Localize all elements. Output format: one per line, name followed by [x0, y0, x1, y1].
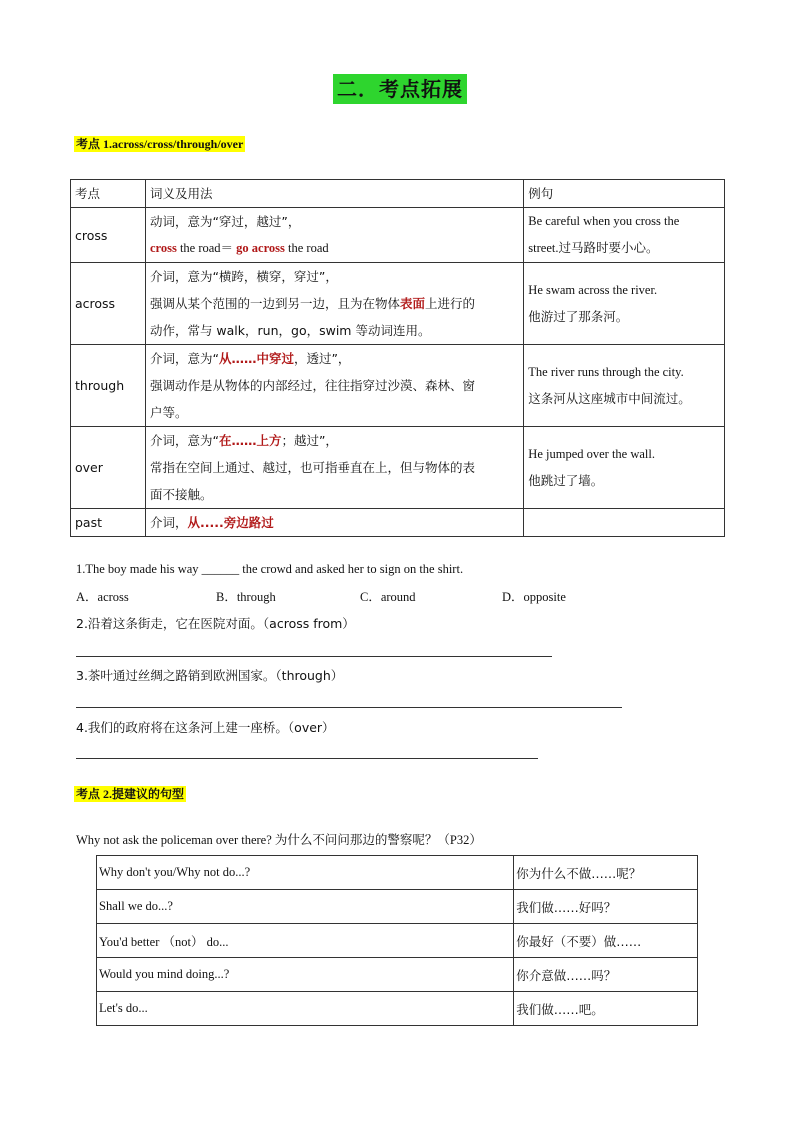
term-across: across — [71, 263, 146, 345]
usage-line: 面不接触。 — [149, 487, 213, 502]
example-over — [524, 427, 725, 509]
option-d: D．opposite — [502, 590, 566, 604]
table-row — [97, 890, 698, 924]
table-header-row — [71, 180, 725, 208]
phrase-zh: 我们做……好吗？ — [514, 890, 698, 924]
usage-through — [145, 345, 523, 427]
usage-line: 户等。 — [149, 405, 188, 420]
highlight-word: 在……上方 — [218, 433, 282, 448]
usage-line: 强调动作是从物体的内部经过，往往指穿过沙漠、森林、窗 — [149, 378, 475, 393]
option-b: B．through — [216, 590, 276, 604]
answer-line — [76, 707, 622, 708]
highlight-word: cross — [149, 241, 177, 255]
point2-heading: 考点 2.提建议的句型 — [76, 787, 185, 801]
header-example: 例句 — [524, 180, 725, 208]
usage-line — [150, 235, 519, 262]
example-cross — [524, 208, 725, 263]
phrase-en: Let's do... — [97, 992, 514, 1026]
highlight-word: 表面 — [399, 296, 425, 311]
usage-text: 上进行的 — [424, 296, 475, 311]
usage-text: ，透过”， — [293, 351, 351, 366]
usage-text: 介词，意为“ — [149, 433, 219, 448]
usage-line: 常指在空间上通过、越过，也可指垂直在上，但与物体的表 — [149, 460, 475, 475]
usage-text: the road — [284, 241, 329, 255]
term-through: through — [71, 345, 146, 427]
term-cross: cross — [71, 208, 146, 263]
table-row — [97, 856, 698, 890]
usage-line — [150, 427, 519, 454]
example-line: 这条河从这座城市中间流过。 — [528, 391, 691, 406]
usage-text: the road＝ — [176, 241, 237, 255]
exercise-q3: 3.茶叶通过丝绸之路销到欧洲国家。（through） — [76, 668, 344, 683]
phrase-en: Would you mind doing...? — [97, 958, 514, 992]
usage-text: ；越过”， — [281, 433, 338, 448]
usage-line: 介词，意为“横跨，横穿，穿过”， — [149, 269, 338, 284]
answer-line — [76, 656, 552, 657]
example-line: 他游过了那条河。 — [528, 309, 629, 324]
table-row — [97, 958, 698, 992]
table-row — [71, 208, 725, 263]
usage-across — [145, 263, 523, 345]
table-row — [71, 345, 725, 427]
header-usage: 词义及用法 — [145, 180, 523, 208]
phrase-en: You'd better （not） do... — [97, 924, 514, 958]
point2-intro: Why not ask the policeman over there? 为什么不问问那边的警察呢？（P32） — [76, 833, 482, 847]
usage-text: 介词，意为“ — [149, 351, 219, 366]
example-line: He jumped over the wall. — [528, 446, 655, 461]
usage-text: 强调从某个范围的一边到另一边，且为在物体 — [149, 296, 400, 311]
term-past: past — [71, 509, 146, 537]
example-line: street.过马路时要小心。 — [528, 241, 659, 255]
point1-heading: 考点 1.across/cross/through/over — [76, 137, 244, 151]
usage-text: 介词， — [149, 515, 188, 530]
example-past — [524, 509, 725, 537]
exercise-q1: 1.The boy made his way ______ the crowd and asked her to sign on the shirt. — [76, 562, 464, 576]
exercise-q2: 2.沿着这条街走，它在医院对面。（across from） — [76, 616, 355, 631]
example-across — [524, 263, 725, 345]
highlight-word: 从……中穿过 — [218, 351, 294, 366]
example-line: Be careful when you cross the — [528, 214, 680, 228]
table-row — [97, 924, 698, 958]
highlight-word: 从.....旁边路过 — [187, 515, 274, 530]
phrase-zh: 我们做……吧。 — [514, 992, 698, 1026]
option-c: C．around — [360, 590, 416, 604]
section-title: 二．考点拓展 — [333, 74, 467, 104]
usage-line — [150, 345, 519, 372]
usage-past — [145, 509, 523, 537]
option-a: A．across — [76, 590, 129, 604]
point2-table — [96, 855, 698, 1026]
phrase-zh: 你介意做……吗？ — [514, 958, 698, 992]
usage-cross — [145, 208, 523, 263]
usage-line: 动作，常与 walk，run，go，swim 等动词连用。 — [149, 323, 431, 338]
example-line: The river runs through the city. — [528, 364, 684, 379]
phrase-zh: 你最好（不要）做…… — [514, 924, 698, 958]
highlight-word: go across — [236, 241, 285, 255]
usage-line: 动词，意为“穿过，越过”， — [149, 214, 301, 229]
term-over: over — [71, 427, 146, 509]
usage-line — [150, 290, 519, 317]
phrase-en: Shall we do...? — [97, 890, 514, 924]
usage-over — [145, 427, 523, 509]
example-line: 他跳过了墙。 — [528, 473, 604, 488]
header-term: 考点 — [71, 180, 146, 208]
exercise-q4: 4.我们的政府将在这条河上建一座桥。（over） — [76, 720, 335, 735]
phrase-zh: 你为什么不做……呢？ — [514, 856, 698, 890]
table-row — [71, 509, 725, 537]
answer-line — [76, 758, 538, 759]
example-through — [524, 345, 725, 427]
example-line: He swam across the river. — [528, 282, 658, 297]
table-row — [71, 427, 725, 509]
phrase-en: Why don't you/Why not do...? — [97, 856, 514, 890]
table-row — [97, 992, 698, 1026]
table-row — [71, 263, 725, 345]
point1-table — [70, 179, 725, 537]
